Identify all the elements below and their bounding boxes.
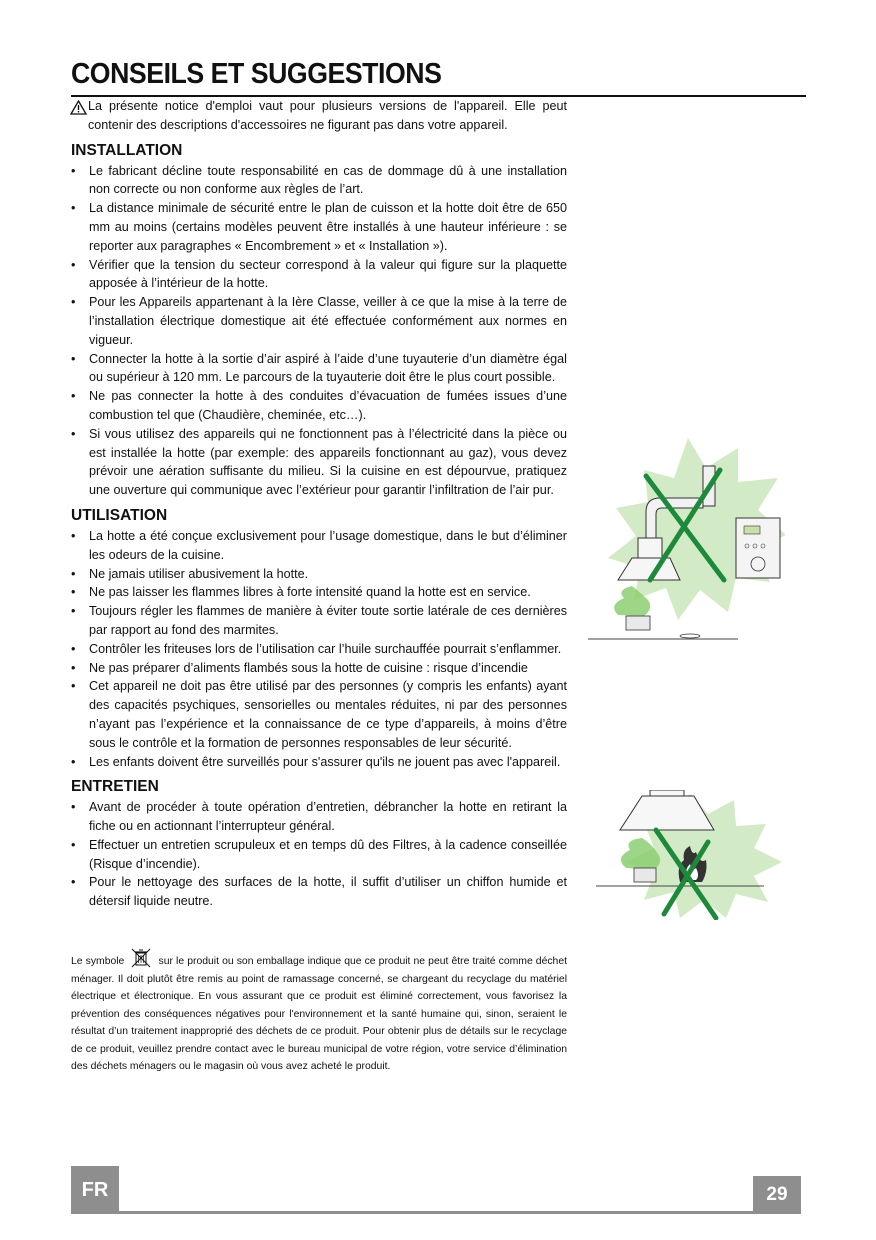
section-heading: UTILISATION bbox=[71, 506, 168, 524]
list-item: • Ne pas connecter la hotte à des conduites d’évacuation de fumées issues d’une combustion tel que (Chaudière, cheminée, etc…). bbox=[71, 387, 567, 425]
cooking-pot bbox=[634, 868, 656, 882]
list-item: • Ne pas préparer d’aliments flambés sous la hotte de cuisine : risque d’incendie bbox=[71, 659, 567, 678]
notice bbox=[71, 97, 567, 135]
notice-text: La présente notice d'emploi vaut pour plusieurs versions de l'appareil. Elle peut contenir des descriptions d'accessoires ne figurant pas dans votre appareil. bbox=[88, 99, 567, 132]
section-utilisation bbox=[71, 506, 567, 771]
main-content bbox=[71, 97, 567, 911]
weee-text-end: sur le produit ou son emballage indique que ce produit ne peut être traité comme déchet ménager. Il doit plutôt être remis au point de ramassage concerné, se chargeant du recyclage du matériel électrique et électronique. En vous assurant que ce produit est éliminé correctement, vous favorisez la prévention des conséquences négatives pour l'environnement et la santé humaine qui, sinon, seraient le résultat d’un traitement inapproprié des déchets de ce produit. Pour obtenir plus de détails sur le recyclage de ce produit, veuillez prendre contact avec le bureau municipal de votre région, votre service d’élimination des déchets ménagers ou le magasin où vous avez acheté le produit. bbox=[71, 956, 568, 1073]
list-item: • Contrôler les friteuses lors de l’utilisation car l’huile surchauffée pourrait s’enflammer. bbox=[71, 640, 567, 659]
section-entretien bbox=[71, 777, 567, 911]
hood-gas-warning-illustration bbox=[588, 430, 788, 645]
list-item: • Si vous utilisez des appareils qui ne fonctionnent pas à l’électricité dans la pièce ou est installée la hotte (par exemple: des appareils fonctionnant au gaz), vous devez prévoir une aération suffisante du milieu. Si la cuisine en est dépourvue, pratiquez une ouverture qui communique avec l’extérieur pour garantir l’infiltration de l’air pur. bbox=[71, 425, 567, 500]
hood-body bbox=[620, 796, 714, 830]
list-item: • Cet appareil ne doit pas être utilisé par des personnes (y compris les enfants) ayant des capacités psychiques, sensorielles ou mentales réduites, ni par des personnes n’ayant pas l’expérience et la connaissance de ce type d’appareils, à moins d’être sous le contrôle et la formation de personnes responsables de leur sécurité. bbox=[71, 677, 567, 752]
page-title: CONSEILS ET SUGGESTIONS bbox=[71, 58, 442, 90]
page-number: 29 bbox=[753, 1176, 801, 1214]
crossed-bin-icon bbox=[129, 948, 153, 968]
list-item: • Ne jamais utiliser abusivement la hotte. bbox=[71, 565, 567, 584]
entretien-list bbox=[71, 798, 567, 911]
footer-rule bbox=[119, 1211, 753, 1214]
cooking-pot bbox=[626, 616, 650, 630]
list-item: • La distance minimale de sécurité entre le plan de cuisson et la hotte doit être de 650 mm au moins (certains modèles peuvent être installés à une hauteur inférieure : se reporter aux paragraphes « Encombrement » et « Installation »). bbox=[71, 199, 567, 255]
hood-chimney bbox=[638, 538, 662, 558]
list-item: • Les enfants doivent être surveillés pour s'assurer qu'ils ne jouent pas avec l'appareil. bbox=[71, 753, 567, 772]
hood-chimney bbox=[650, 790, 684, 796]
utilisation-list bbox=[71, 527, 567, 771]
weee-text-start: Le symbole bbox=[71, 956, 125, 968]
list-item: • Vérifier que la tension du secteur correspond à la valeur qui figure sur la plaquette apposée à l’intérieur de la hotte. bbox=[71, 256, 567, 294]
burner bbox=[680, 634, 700, 638]
list-item: • Ne pas laisser les flammes libres à forte intensité quand la hotte est en service. bbox=[71, 583, 567, 602]
section-heading: ENTRETIEN bbox=[71, 778, 159, 796]
section-installation bbox=[71, 141, 567, 500]
list-item: • Effectuer un entretien scrupuleux et en temps dû des Filtres, à la cadence conseillée (Risque d’incendie). bbox=[71, 836, 567, 874]
list-item: • Connecter la hotte à la sortie d’air aspiré à l’aide d’une tuyauterie d’un diamètre égal ou supérieur à 120 mm. Le parcours de la tuyauterie doit être le plus court possible. bbox=[71, 350, 567, 388]
list-item: • Avant de procéder à toute opération d’entretien, débrancher la hotte en retirant la fiche ou en actionnant l’interrupteur général. bbox=[71, 798, 567, 836]
list-item: • Toujours régler les flammes de manière à éviter toute sortie latérale de ces dernières par rapport au fond des marmites. bbox=[71, 602, 567, 640]
weee-notice bbox=[71, 948, 567, 1076]
list-item: • Pour le nettoyage des surfaces de la hotte, il suffit d’utiliser un chiffon humide et détersif liquide neutre. bbox=[71, 873, 567, 911]
list-item: • Le fabricant décline toute responsabilité en cas de dommage dû à une installation non correcte ou non conforme aux règles de l’art. bbox=[71, 162, 567, 200]
list-item: • Pour les Appareils appartenant à la Ière Classe, veiller à ce que la mise à la terre de l’installation électrique domestique ait été effectuée conformément aux normes en vigueur. bbox=[71, 293, 567, 349]
warning-icon bbox=[70, 100, 87, 115]
hood-flames-warning-illustration bbox=[596, 790, 786, 920]
section-heading: INSTALLATION bbox=[71, 141, 183, 159]
boiler-display bbox=[744, 526, 760, 534]
installation-list bbox=[71, 162, 567, 500]
language-badge: FR bbox=[71, 1166, 119, 1214]
list-item: • La hotte a été conçue exclusivement pour l’usage domestique, dans le but d’éliminer les odeurs de la cuisine. bbox=[71, 527, 567, 565]
